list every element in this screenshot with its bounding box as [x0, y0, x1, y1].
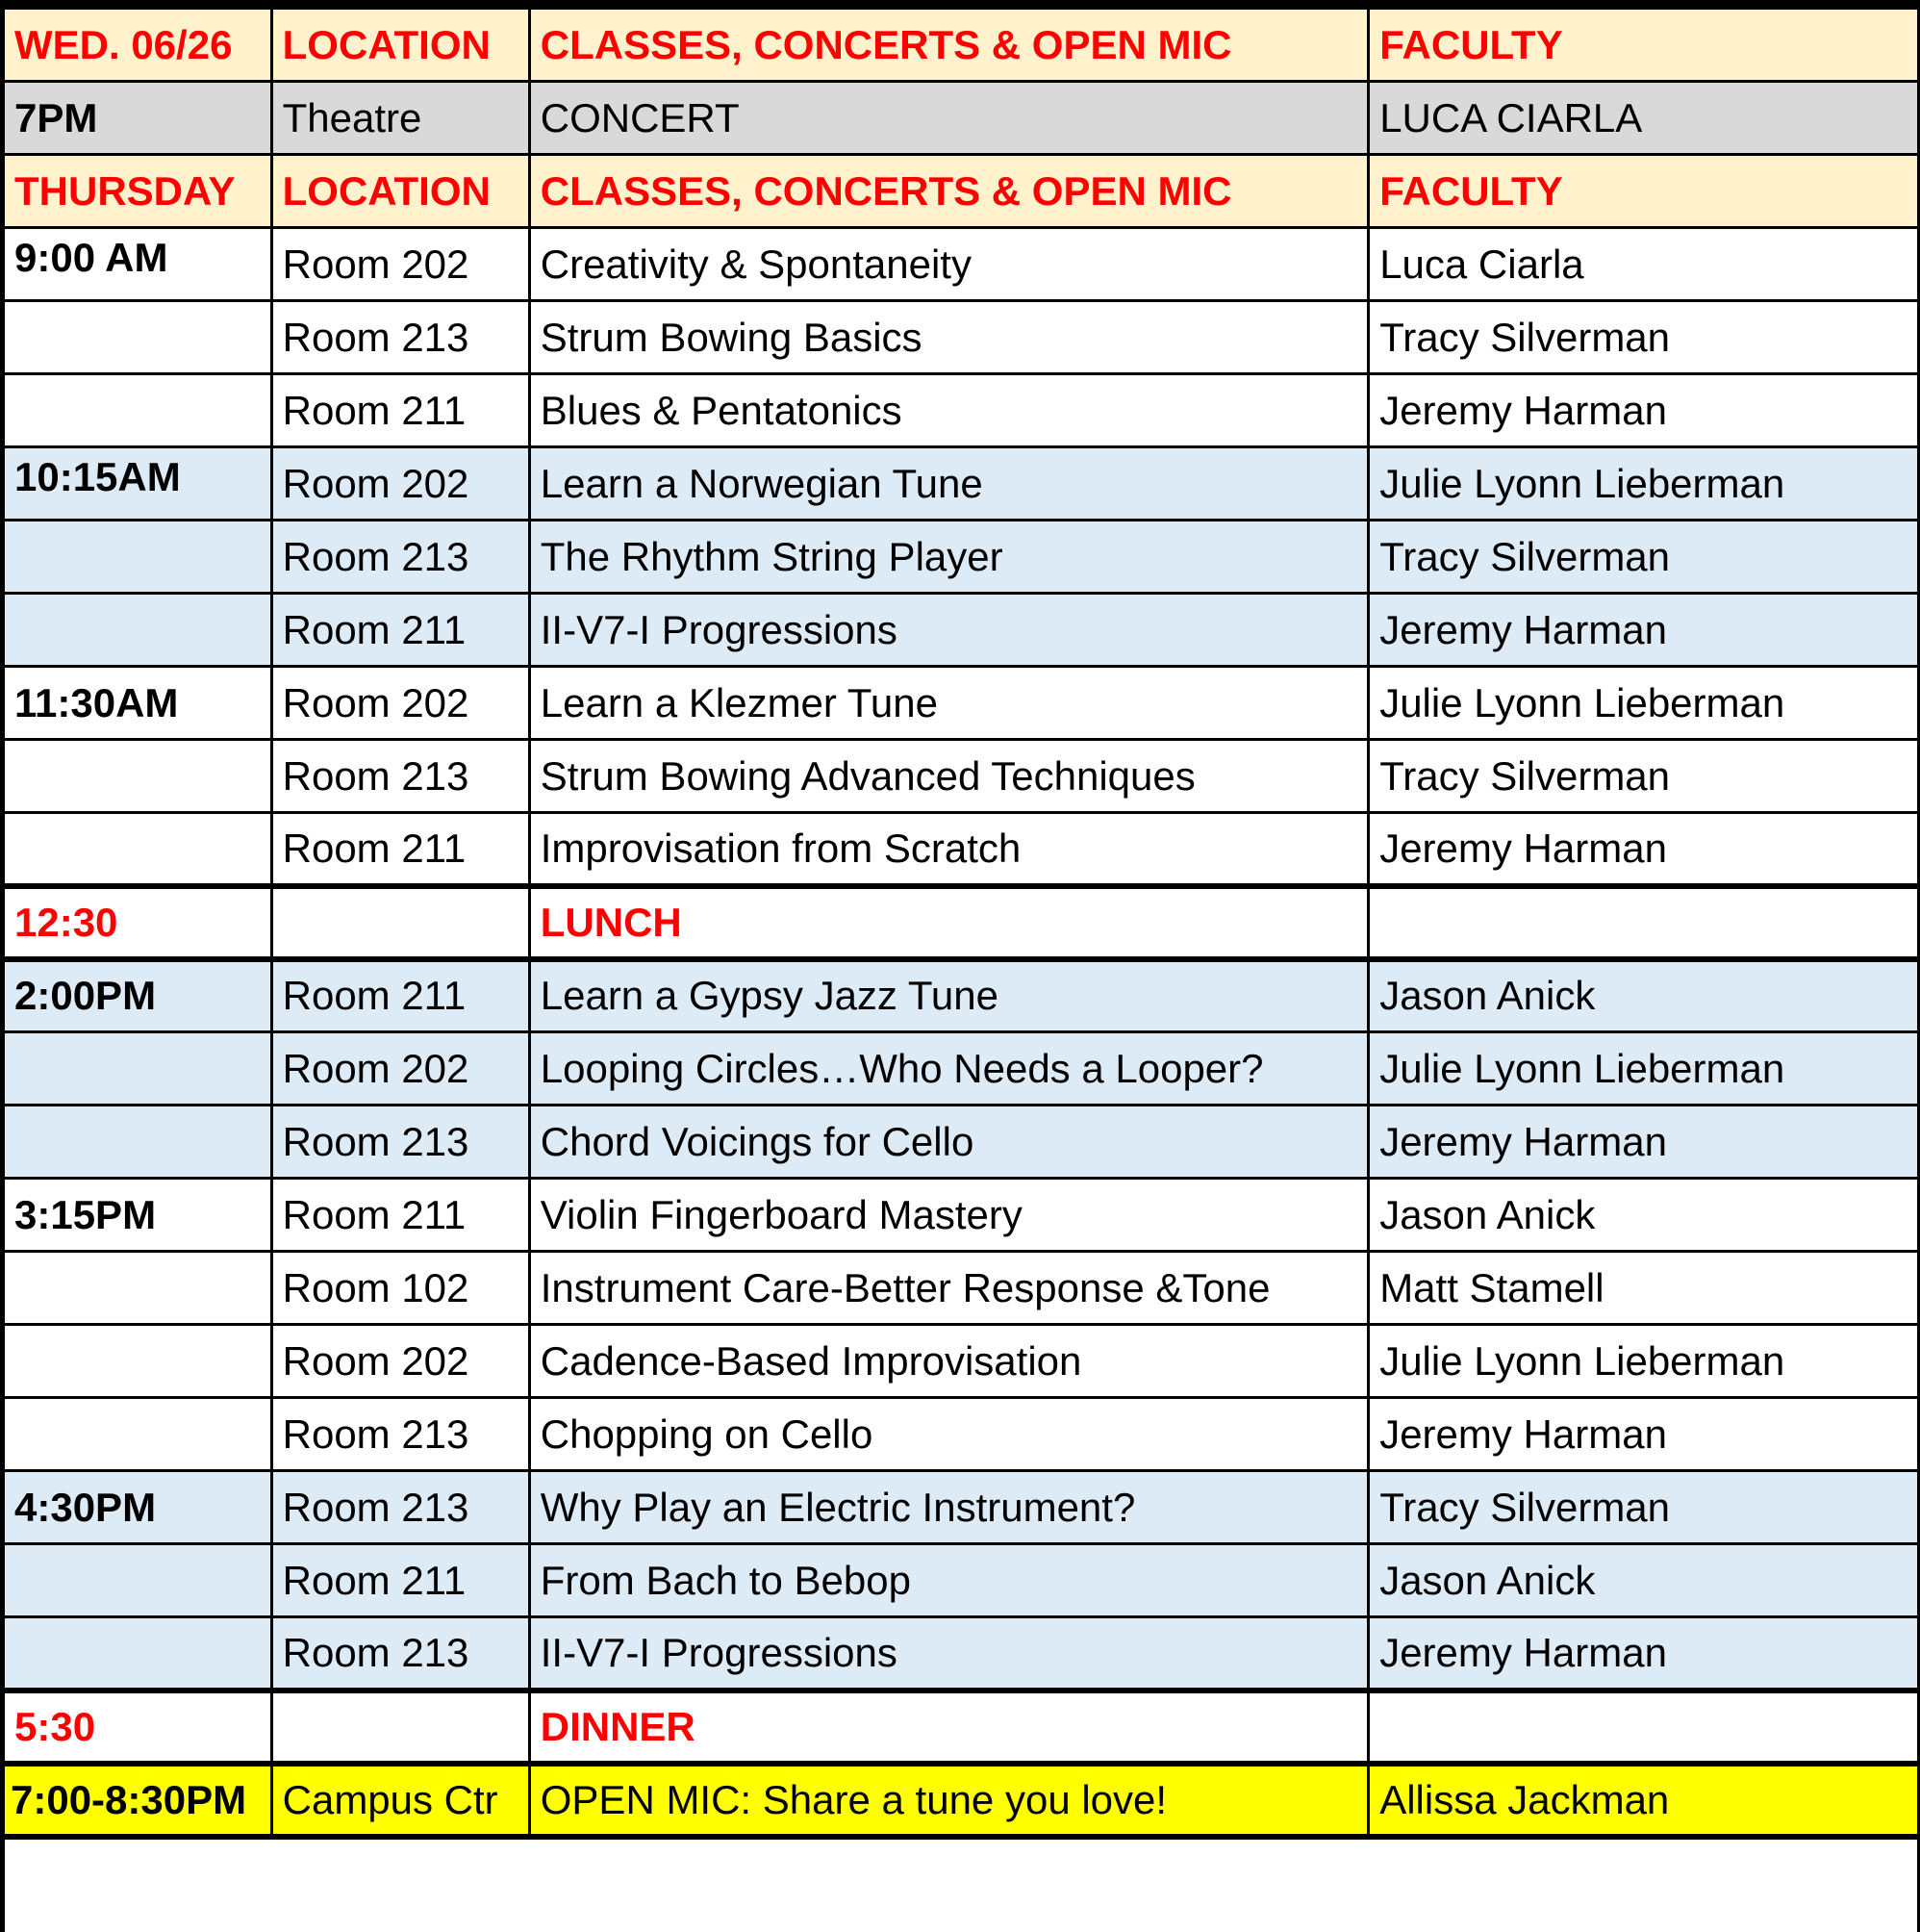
- activity-cell: Looping Circles…Who Needs a Looper?: [529, 1032, 1368, 1106]
- time-cell: [5, 813, 271, 886]
- table-row: [5, 1252, 1917, 1325]
- dinner-row: [5, 1690, 1917, 1764]
- faculty-cell: Tracy Silverman: [1369, 301, 1917, 374]
- table-row: [5, 521, 1917, 594]
- activity-cell: Chord Voicings for Cello: [529, 1106, 1368, 1179]
- time-cell: 3:15PM: [5, 1179, 271, 1252]
- location-cell: Room 213: [271, 1471, 529, 1544]
- activity-cell: Why Play an Electric Instrument?: [529, 1471, 1368, 1544]
- location-cell: Room 211: [271, 813, 529, 886]
- activity-cell: From Bach to Bebop: [529, 1544, 1368, 1617]
- faculty-cell: [1369, 1690, 1917, 1764]
- time-cell: 4:30PM: [5, 1471, 271, 1544]
- faculty-cell: Jeremy Harman: [1369, 1398, 1917, 1471]
- table-row: [5, 1471, 1917, 1544]
- time-cell: [5, 1617, 271, 1690]
- table-row: [5, 1617, 1917, 1690]
- location-cell: Theatre: [271, 82, 529, 155]
- header-faculty: FACULTY: [1369, 9, 1917, 82]
- faculty-cell: Jason Anick: [1369, 1179, 1917, 1252]
- header-location: LOCATION: [271, 9, 529, 82]
- time-cell: 12:30: [5, 886, 271, 959]
- header-faculty: FACULTY: [1369, 155, 1917, 228]
- activity-cell: The Rhythm String Player: [529, 521, 1368, 594]
- location-cell: Room 213: [271, 521, 529, 594]
- table-row: [5, 447, 1917, 521]
- time-cell: [5, 1106, 271, 1179]
- activity-cell: Strum Bowing Basics: [529, 301, 1368, 374]
- table-row: [5, 1544, 1917, 1617]
- faculty-cell: Allissa Jackman: [1369, 1764, 1917, 1837]
- header-day: THURSDAY: [5, 155, 271, 228]
- location-cell: Room 202: [271, 1325, 529, 1398]
- table-row: [5, 1398, 1917, 1471]
- location-cell: Room 211: [271, 1179, 529, 1252]
- location-cell: Room 213: [271, 1106, 529, 1179]
- faculty-cell: Julie Lyonn Lieberman: [1369, 667, 1917, 740]
- table-row: [5, 228, 1917, 301]
- location-cell: Room 213: [271, 1617, 529, 1690]
- location-cell: Room 202: [271, 447, 529, 521]
- faculty-cell: Julie Lyonn Lieberman: [1369, 447, 1917, 521]
- time-cell: 11:30AM: [5, 667, 271, 740]
- faculty-cell: Luca Ciarla: [1369, 228, 1917, 301]
- header-activity: CLASSES, CONCERTS & OPEN MIC: [529, 9, 1368, 82]
- activity-cell: Strum Bowing Advanced Techniques: [529, 740, 1368, 813]
- faculty-cell: Tracy Silverman: [1369, 521, 1917, 594]
- time-cell: 10:15AM: [5, 447, 271, 521]
- location-cell: Room 211: [271, 1544, 529, 1617]
- table-row: [5, 740, 1917, 813]
- table-row: [5, 1325, 1917, 1398]
- thursday-header-row: [5, 155, 1917, 228]
- table-row: [5, 82, 1917, 155]
- faculty-cell: Jason Anick: [1369, 1544, 1917, 1617]
- time-cell: [5, 1032, 271, 1106]
- faculty-cell: Tracy Silverman: [1369, 740, 1917, 813]
- location-cell: Room 102: [271, 1252, 529, 1325]
- time-cell: 9:00 AM: [5, 228, 271, 301]
- activity-cell: OPEN MIC: Share a tune you love!: [529, 1764, 1368, 1837]
- lunch-row: [5, 886, 1917, 959]
- time-cell: [5, 740, 271, 813]
- time-cell: 7PM: [5, 82, 271, 155]
- faculty-cell: Jeremy Harman: [1369, 1106, 1917, 1179]
- faculty-cell: [1369, 886, 1917, 959]
- location-cell: [271, 886, 529, 959]
- location-cell: [271, 1690, 529, 1764]
- open-mic-row: [5, 1764, 1917, 1837]
- activity-cell: II-V7-I Progressions: [529, 594, 1368, 667]
- activity-cell: Blues & Pentatonics: [529, 374, 1368, 447]
- table-row: [5, 1179, 1917, 1252]
- location-cell: Room 202: [271, 228, 529, 301]
- location-cell: Campus Ctr: [271, 1764, 529, 1837]
- location-cell: Room 213: [271, 301, 529, 374]
- time-cell: [5, 1325, 271, 1398]
- location-cell: Room 211: [271, 374, 529, 447]
- table-row: [5, 1106, 1917, 1179]
- time-cell: [5, 1252, 271, 1325]
- table-row: [5, 374, 1917, 447]
- location-cell: Room 202: [271, 1032, 529, 1106]
- faculty-cell: Julie Lyonn Lieberman: [1369, 1325, 1917, 1398]
- time-cell: [5, 1544, 271, 1617]
- table-row: [5, 301, 1917, 374]
- activity-cell: Chopping on Cello: [529, 1398, 1368, 1471]
- faculty-cell: Jeremy Harman: [1369, 1617, 1917, 1690]
- activity-cell: DINNER: [529, 1690, 1368, 1764]
- faculty-cell: Tracy Silverman: [1369, 1471, 1917, 1544]
- time-cell: [5, 521, 271, 594]
- activity-cell: Learn a Norwegian Tune: [529, 447, 1368, 521]
- faculty-cell: Jeremy Harman: [1369, 374, 1917, 447]
- table-row: [5, 1032, 1917, 1106]
- faculty-cell: Jeremy Harman: [1369, 813, 1917, 886]
- time-cell: [5, 374, 271, 447]
- faculty-cell: Jeremy Harman: [1369, 594, 1917, 667]
- activity-cell: Learn a Gypsy Jazz Tune: [529, 959, 1368, 1032]
- header-activity: CLASSES, CONCERTS & OPEN MIC: [529, 155, 1368, 228]
- faculty-cell: Julie Lyonn Lieberman: [1369, 1032, 1917, 1106]
- activity-cell: Instrument Care-Better Response &Tone: [529, 1252, 1368, 1325]
- header-location: LOCATION: [271, 155, 529, 228]
- table-row: [5, 594, 1917, 667]
- activity-cell: Learn a Klezmer Tune: [529, 667, 1368, 740]
- header-day: WED. 06/26: [5, 9, 271, 82]
- time-cell: 2:00PM: [5, 959, 271, 1032]
- time-cell: [5, 1398, 271, 1471]
- faculty-cell: Matt Stamell: [1369, 1252, 1917, 1325]
- table-row: [5, 813, 1917, 886]
- table-row: [5, 959, 1917, 1032]
- location-cell: Room 202: [271, 667, 529, 740]
- wednesday-header-row: [5, 9, 1917, 82]
- faculty-cell: Jason Anick: [1369, 959, 1917, 1032]
- activity-cell: Improvisation from Scratch: [529, 813, 1368, 886]
- activity-cell: Violin Fingerboard Mastery: [529, 1179, 1368, 1252]
- faculty-cell: LUCA CIARLA: [1369, 82, 1917, 155]
- time-cell: [5, 594, 271, 667]
- activity-cell: CONCERT: [529, 82, 1368, 155]
- time-cell: 7:00-8:30PM: [5, 1764, 271, 1837]
- activity-cell: II-V7-I Progressions: [529, 1617, 1368, 1690]
- time-cell: 5:30: [5, 1690, 271, 1764]
- location-cell: Room 211: [271, 594, 529, 667]
- location-cell: Room 211: [271, 959, 529, 1032]
- table-row: [5, 667, 1917, 740]
- activity-cell: LUNCH: [529, 886, 1368, 959]
- time-cell: [5, 301, 271, 374]
- activity-cell: Creativity & Spontaneity: [529, 228, 1368, 301]
- location-cell: Room 213: [271, 740, 529, 813]
- schedule-table: [5, 7, 1917, 1840]
- activity-cell: Cadence-Based Improvisation: [529, 1325, 1368, 1398]
- location-cell: Room 213: [271, 1398, 529, 1471]
